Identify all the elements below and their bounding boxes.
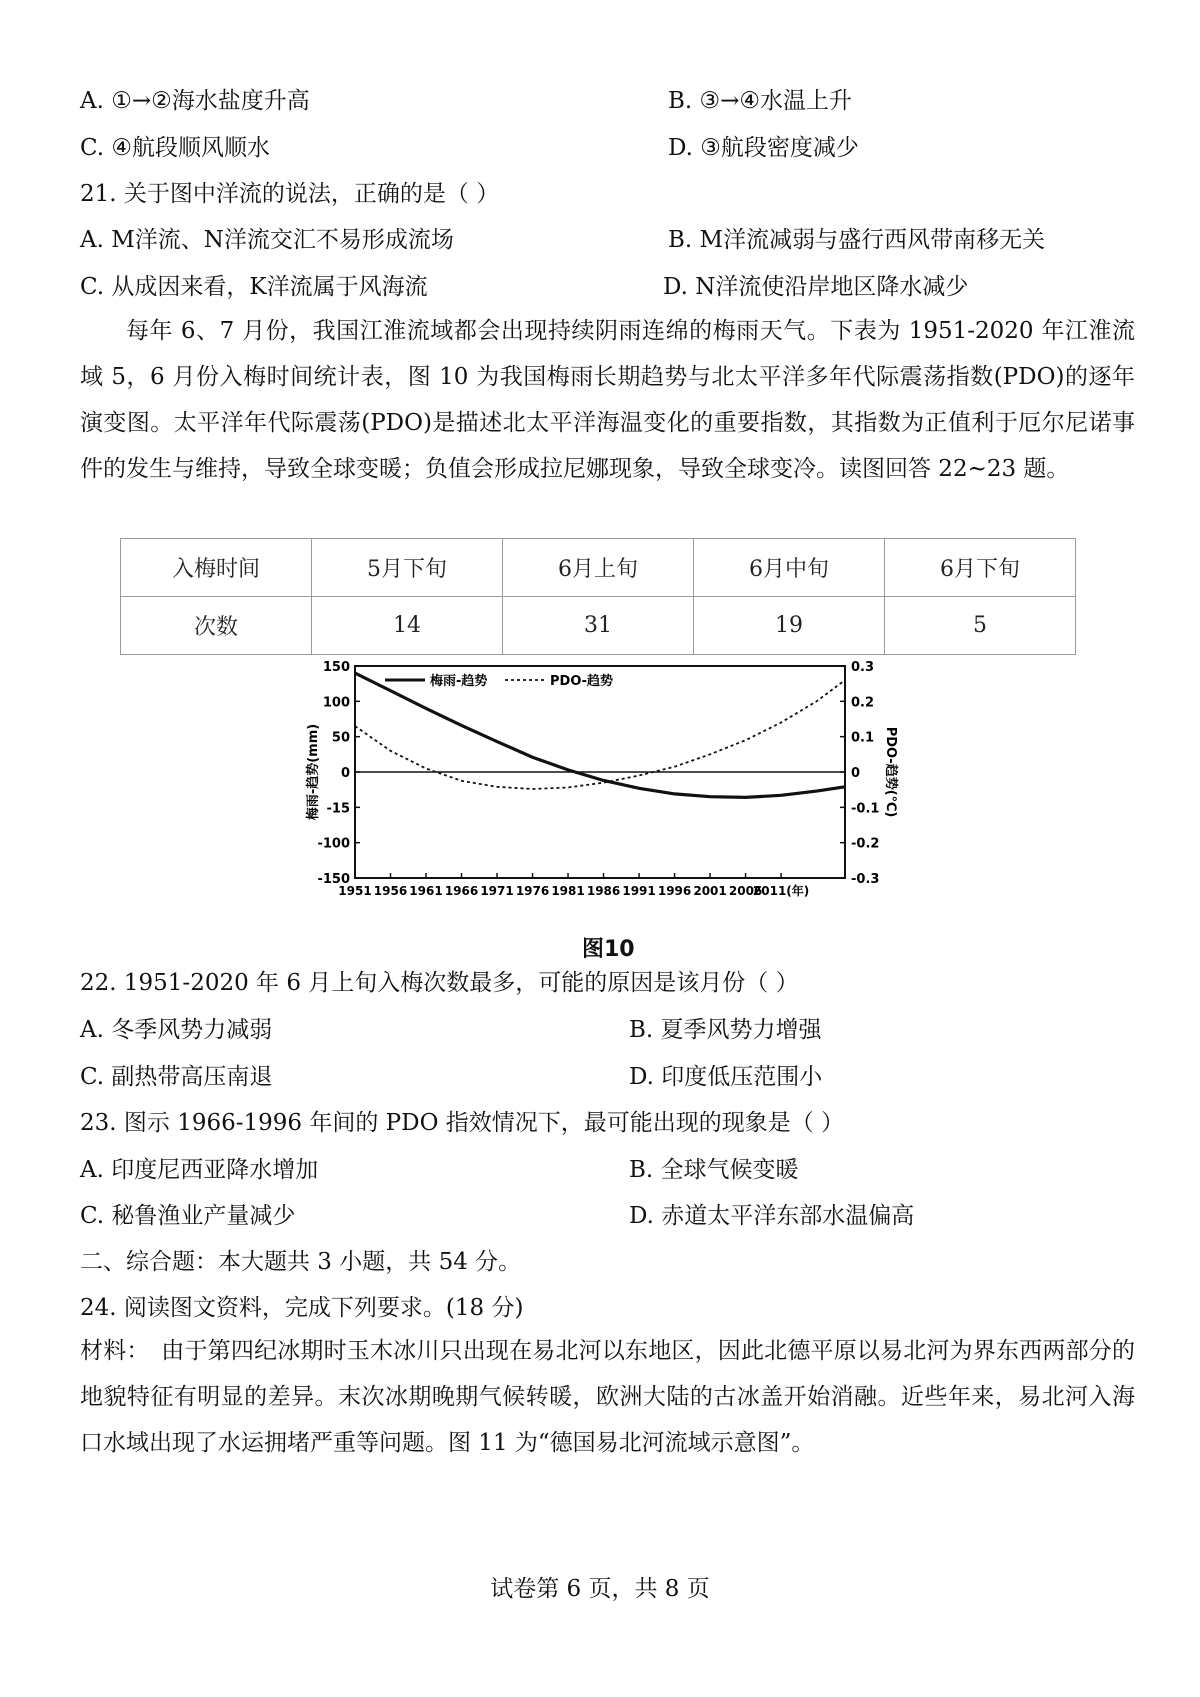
table-cell: 5月下旬 (312, 539, 503, 597)
series-line-1 (355, 673, 845, 797)
q22-option-d: D. 印度低压范围小 (629, 1064, 823, 1090)
q21-option-d: D. N洋流使沿岸地区降水减少 (663, 274, 969, 300)
figure-10-chart (300, 656, 900, 926)
legend-label: 梅雨-趋势 (430, 674, 488, 689)
q21-stem: 21. 关于图中洋流的说法，正确的是（ ） (80, 181, 500, 207)
left-tick-label: -100 (317, 836, 350, 852)
q21-option-b: B. M洋流减弱与盛行西风带南移无关 (668, 227, 1046, 253)
right-tick-label: 0.3 (851, 660, 875, 675)
table-cell: 31 (503, 597, 694, 655)
left-tick-label: 100 (322, 695, 350, 711)
right-tick-label: -0.1 (851, 801, 880, 817)
left-tick-label: 50 (331, 730, 350, 746)
q22-option-c: C. 副热带高压南退 (80, 1064, 273, 1090)
table-cell: 6月中旬 (694, 539, 885, 597)
q23-stem: 23. 图示 1966-1996 年间的 PDO 指效情况下，最可能出现的现象是（ ） (80, 1110, 845, 1136)
q21-option-a: A. M洋流、N洋流交汇不易形成流场 (80, 227, 454, 253)
chart-title: 图10 (582, 937, 635, 962)
table-cell: 6月下旬 (885, 539, 1076, 597)
right-tick-label: -0.2 (851, 836, 880, 852)
q24-stem: 24. 阅读图文资料，完成下列要求。(18 分) (80, 1295, 524, 1321)
left-tick-label: -150 (317, 872, 350, 887)
q20-option-c: C. ④航段顺风顺水 (80, 135, 271, 161)
table-cell: 6月上旬 (503, 539, 694, 597)
x-tick-label: 1991 (622, 884, 656, 898)
page-footer: 试卷第 6 页，共 8 页 (490, 1576, 710, 1602)
x-tick-label: 2011(年) (752, 884, 810, 898)
q23-option-b: B. 全球气候变暖 (629, 1157, 799, 1183)
x-tick-label: 1956 (373, 884, 408, 898)
q22-option-a: A. 冬季风势力减弱 (80, 1017, 273, 1043)
table-cell: 次数 (121, 597, 312, 655)
q24-material: 材料： 由于第四纪冰期时玉木冰川只出现在易北河以东地区，因此北德平原以易北河为界东西两部分的地貌特征有明显的差异。末次冰期晚期气候转暖，欧洲大陆的古冰盖开始消融。近些年来，易北河入海口水域出现了水运拥堵严重等问题。图 11 为“德国易北河流域示意图”。 (80, 1338, 1135, 1456)
q23-option-c: C. 秘鲁渔业产量减少 (80, 1203, 296, 1229)
q20-option-d: D. ③航段密度减少 (668, 135, 859, 161)
x-tick-label: 1961 (409, 884, 443, 898)
right-tick-label: 0.1 (851, 730, 875, 746)
right-axis-title: PDO-趋势(℃) (883, 726, 898, 818)
left-tick-label: 150 (322, 660, 350, 675)
x-tick-label: 1966 (444, 884, 479, 898)
intro-paragraph: 每年 6、7 月份，我国江淮流域都会出现持续阴雨连绵的梅雨天气。下表为 1951-2020 年江淮流域 5，6 月份入梅时间统计表，图 10 为我国梅雨长期趋势与北太平洋多年代际震荡指数(PDO)的逐年演变图。太平洋年代际震荡(PDO)是描述北太平洋海温变化的重要指数，其指数为正值利于厄尔尼诺事件的发生与维持，导致全球变暖；负值会形成拉尼娜现象，导致全球变冷。读图回答 22~23 题。 (80, 318, 1135, 482)
left-axis-title: 梅雨-趋势(mm) (306, 723, 321, 821)
x-tick-label: 2006 (728, 884, 763, 898)
table-header-row (121, 539, 1076, 597)
q22-stem: 22. 1951-2020 年 6 月上旬入梅次数最多，可能的原因是该月份（ ） (80, 970, 799, 996)
q20-option-a: A. ①→②海水盐度升高 (80, 88, 310, 114)
q23-option-d: D. 赤道太平洋东部水温偏高 (629, 1203, 915, 1229)
x-tick-label: 1951 (338, 884, 372, 898)
left-tick-label: -15 (326, 801, 350, 817)
table-cell: 5 (885, 597, 1076, 655)
x-tick-label: 1976 (515, 884, 550, 898)
x-tick-label: 1981 (551, 884, 585, 898)
x-tick-label: 2001 (693, 884, 727, 898)
q20-option-b: B. ③→④水温上升 (668, 88, 853, 114)
legend-label: PDO-趋势 (550, 674, 614, 689)
section-2-heading: 二、综合题：本大题共 3 小题，共 54 分。 (80, 1249, 522, 1275)
right-tick-label: 0.2 (851, 695, 875, 711)
q22-option-b: B. 夏季风势力增强 (629, 1017, 822, 1043)
table-cell: 14 (312, 597, 503, 655)
plum-rain-onset-table (120, 538, 1076, 655)
x-tick-label: 1986 (586, 884, 621, 898)
table-cell: 19 (694, 597, 885, 655)
right-tick-label: -0.3 (851, 872, 880, 887)
q23-option-a: A. 印度尼西亚降水增加 (80, 1157, 319, 1183)
q21-option-c: C. 从成因来看，K洋流属于风海流 (80, 274, 428, 300)
table-cell: 入梅时间 (121, 539, 312, 597)
table-row (121, 597, 1076, 655)
x-tick-label: 1996 (657, 884, 692, 898)
left-tick-label: 0 (340, 766, 350, 781)
x-tick-label: 1971 (480, 884, 514, 898)
right-tick-label: 0 (851, 766, 861, 781)
